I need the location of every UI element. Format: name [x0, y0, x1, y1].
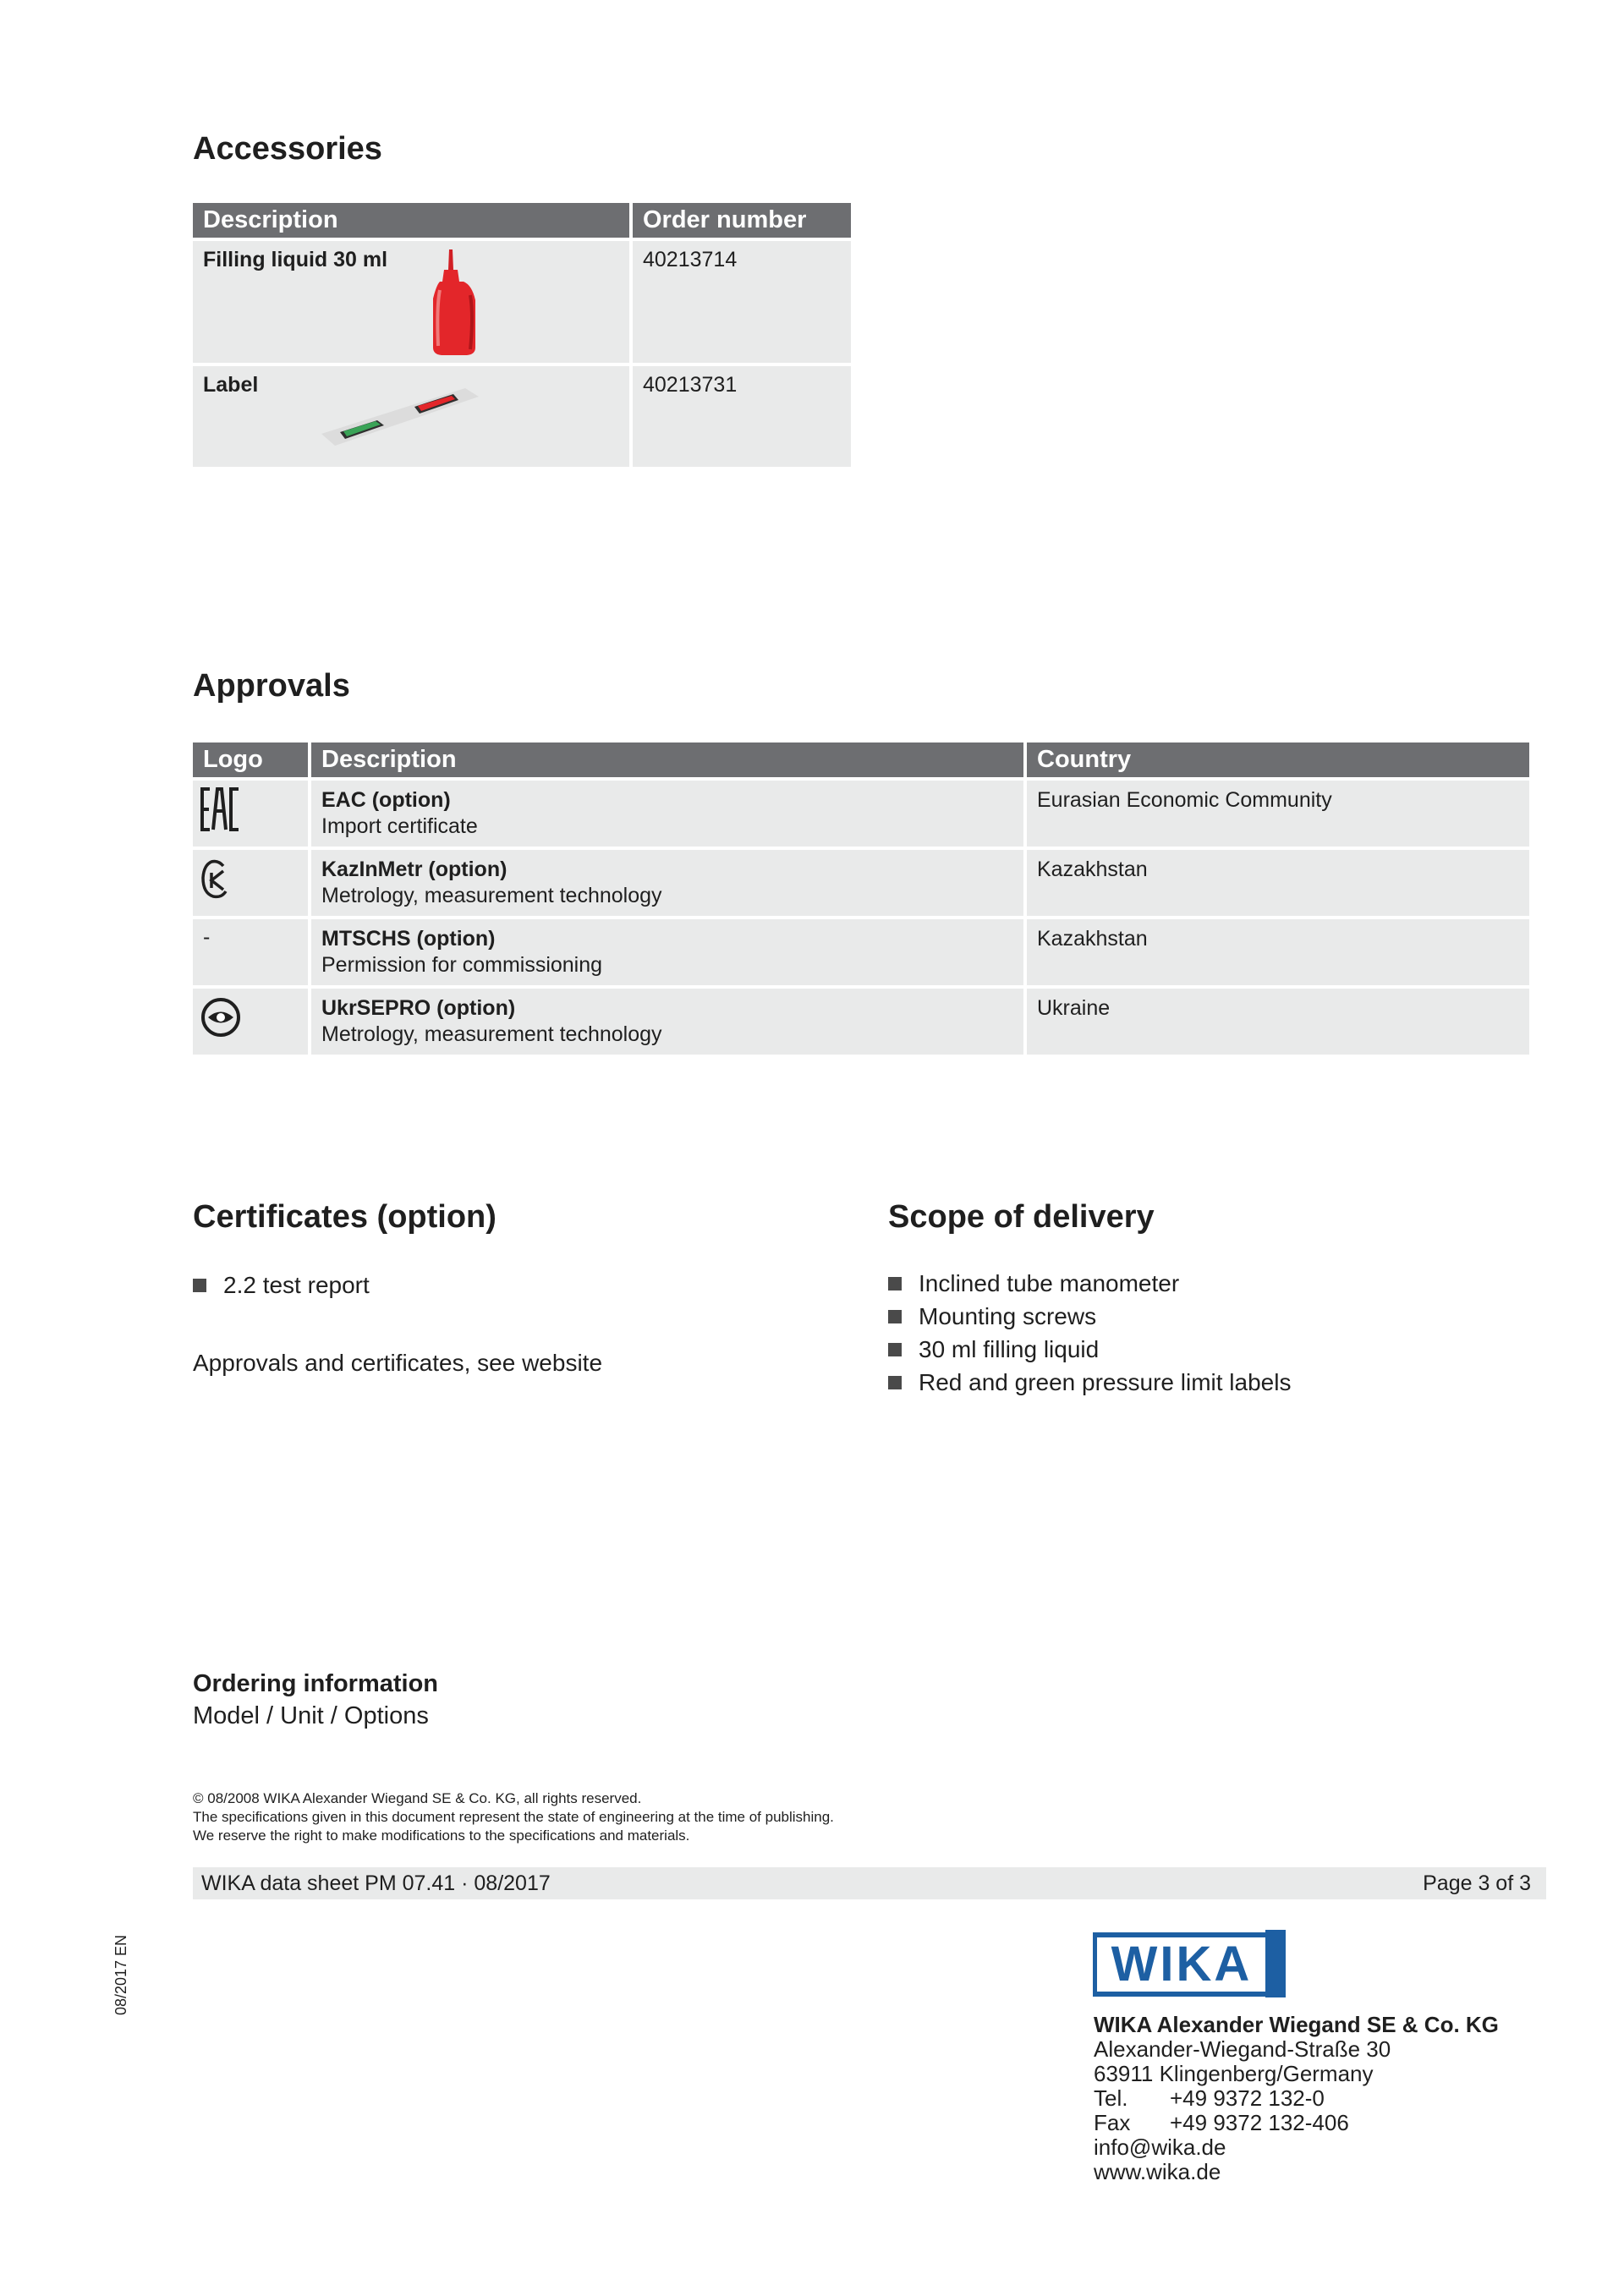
list-item: Mounting screws — [888, 1300, 1291, 1333]
table-row — [193, 989, 1529, 1055]
approvals-header-country: Country — [1027, 743, 1529, 777]
accessories-table — [189, 200, 854, 470]
tel-number: +49 9372 132-0 — [1170, 2085, 1325, 2111]
company-street: Alexander-Wiegand-Straße 30 — [1094, 2036, 1391, 2062]
accessory-order-number: 40213714 — [633, 241, 851, 363]
company-address — [1094, 2013, 1499, 2184]
approvals-title: Approvals — [193, 668, 350, 704]
table-row — [193, 781, 1529, 847]
legal-line: The specifications given in this document represent the state of engineering at the time of publishing. — [193, 1809, 834, 1825]
approvals-table — [189, 739, 1533, 1058]
ordering-title: Ordering information — [193, 1670, 438, 1697]
legal-line: We reserve the right to make modifications to the specifications and materials. — [193, 1827, 690, 1844]
table-row — [193, 366, 851, 467]
scope-title: Scope of delivery — [888, 1199, 1155, 1235]
company-name: WIKA Alexander Wiegand SE & Co. KG — [1094, 2012, 1499, 2037]
approvals-header-description: Description — [311, 743, 1023, 777]
table-row — [193, 850, 1529, 916]
accessories-title: Accessories — [193, 131, 382, 167]
approval-detail: Metrology, measurement technology — [321, 1022, 662, 1046]
list-item: 30 ml filling liquid — [888, 1333, 1291, 1366]
certificates-list — [193, 1269, 370, 1301]
ordering-subtitle: Model / Unit / Options — [193, 1702, 429, 1729]
filling-liquid-bottle-image — [421, 248, 489, 358]
list-item: Inclined tube manometer — [888, 1267, 1291, 1300]
approval-country: Ukraine — [1027, 989, 1529, 1055]
company-website[interactable]: www.wika.de — [1094, 2159, 1221, 2184]
eac-logo-icon — [200, 787, 242, 831]
wika-logo — [1093, 1930, 1287, 2002]
page-number: Page 3 of 3 — [1423, 1871, 1531, 1895]
company-email[interactable]: info@wika.de — [1094, 2134, 1226, 2160]
footer-bar — [193, 1867, 1546, 1899]
approval-name: UkrSEPRO (option) — [321, 996, 516, 1020]
approvals-header-logo: Logo — [193, 743, 308, 777]
side-edition-code: 08/2017 EN — [112, 1934, 130, 2016]
accessory-order-number: 40213731 — [633, 366, 851, 467]
approval-name: KazInMetr (option) — [321, 858, 508, 881]
pressure-limit-labels-image — [320, 373, 480, 449]
certificates-note: Approvals and certificates, see website — [193, 1350, 603, 1376]
datasheet-reference: WIKA data sheet PM 07.41 · 08/2017 — [201, 1871, 551, 1895]
certificates-title: Certificates (option) — [193, 1199, 497, 1235]
accessory-description: Label — [203, 373, 259, 397]
approval-name: MTSCHS (option) — [321, 927, 496, 951]
approval-detail: Permission for commissioning — [321, 953, 603, 977]
wika-logo-text: WIKA — [1111, 1937, 1253, 1992]
accessory-description: Filling liquid 30 ml — [203, 248, 388, 271]
tel-label: Tel. — [1094, 2085, 1128, 2111]
legal-notice — [193, 1789, 834, 1845]
approval-detail: Import certificate — [321, 814, 478, 838]
kazinmetr-logo-icon — [200, 858, 230, 900]
fax-number: +49 9372 132-406 — [1170, 2110, 1349, 2135]
ukrsepro-logo-icon — [200, 996, 242, 1038]
accessories-header-description: Description — [193, 203, 629, 238]
legal-line: © 08/2008 WIKA Alexander Wiegand SE & Co. KG, all rights reserved. — [193, 1790, 642, 1806]
fax-label: Fax — [1094, 2110, 1131, 2135]
table-row — [193, 241, 851, 363]
accessories-header-order: Order number — [633, 203, 851, 238]
approval-detail: Metrology, measurement technology — [321, 884, 662, 907]
approval-country: Kazakhstan — [1027, 850, 1529, 916]
scope-list — [888, 1267, 1291, 1399]
approval-country: Kazakhstan — [1027, 919, 1529, 985]
list-item: 2.2 test report — [193, 1269, 370, 1301]
table-row — [193, 919, 1529, 985]
approval-logo-dash: - — [203, 925, 211, 949]
list-item: Red and green pressure limit labels — [888, 1366, 1291, 1399]
approval-country: Eurasian Economic Community — [1027, 781, 1529, 847]
approval-name: EAC (option) — [321, 788, 451, 812]
company-city: 63911 Klingenberg/Germany — [1094, 2061, 1374, 2086]
